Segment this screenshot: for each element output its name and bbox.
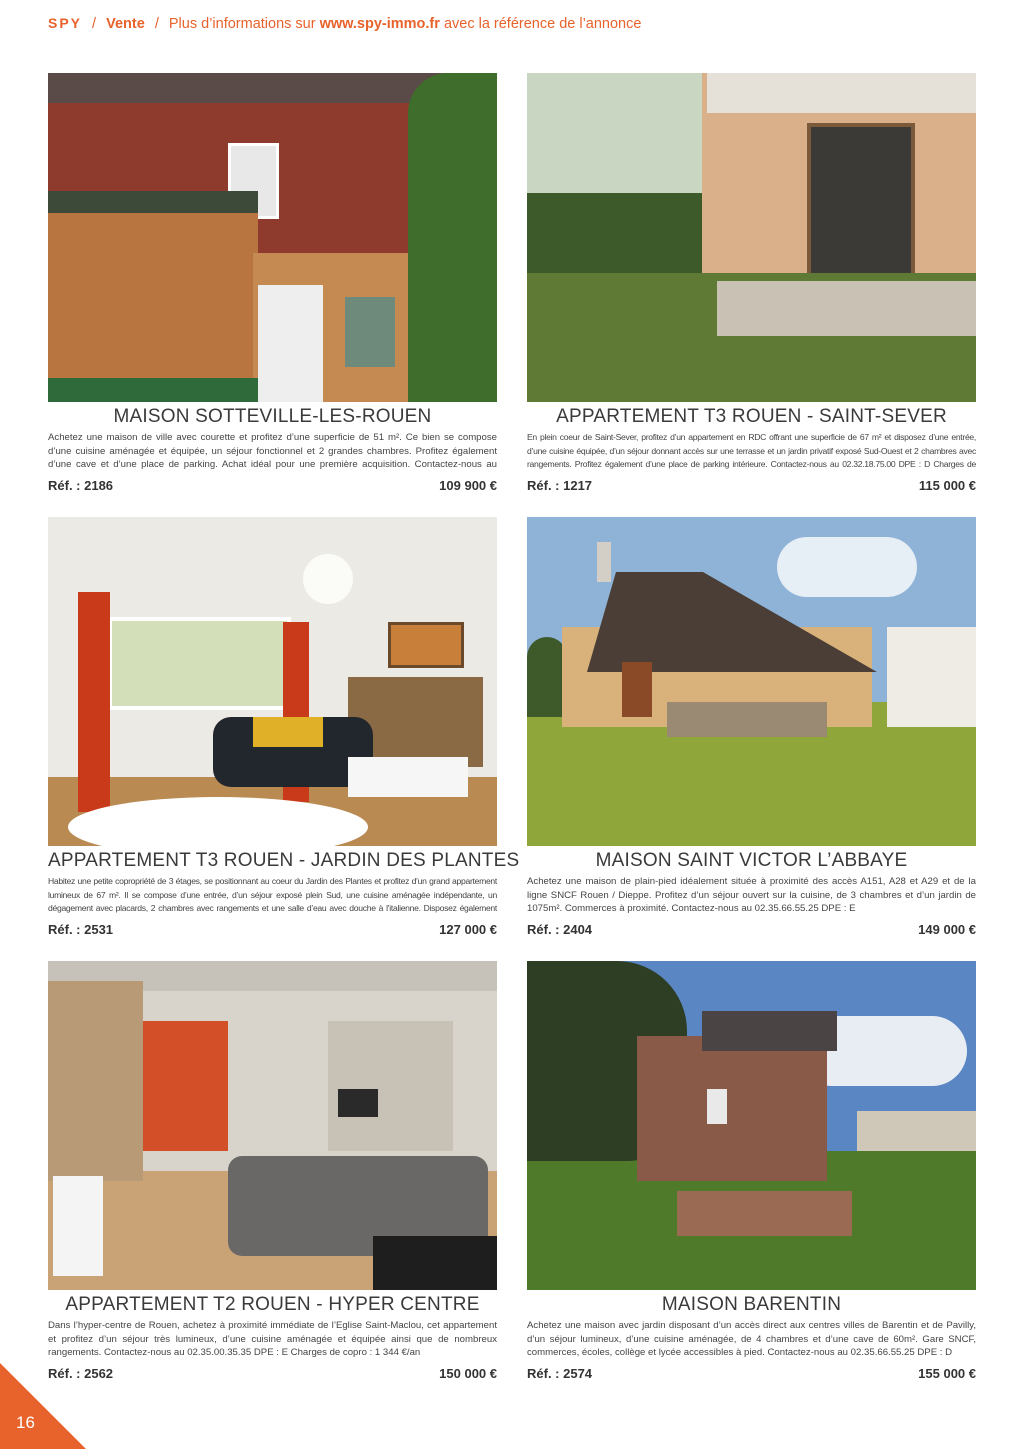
listing-description: En plein coeur de Saint-Sever, profitez d’un appartement en RDC offrant une superficie de 67 m² et disposez d’une entrée, d’une cuisine équipée, d’un séjour donnant accès sur une terrasse et un jardin privatif exposé Sud-Ouest et 2 chambres avec rangements. Profitez également d’une place de parking intérieure. Contactez-nous au 02.32.18.75.00 DPE : D Charges de: [527, 432, 976, 470]
listing-price: 150 000 €: [439, 1366, 497, 1381]
listing-description: Achetez une maison avec jardin disposant d’un accès direct aux centres villes de Barentin et de Pavilly, d’un séjour lumineux, d’une cuisine aménagée, de 4 chambres et d’une cave de 60m². Gare SNCF, commerces, écoles, collège et lycée accessibles à pied. Contactez-nous au 02.35.66.55.25 DPE : D: [527, 1320, 976, 1359]
listing-card[interactable]: [48, 961, 497, 1381]
listing-description: Dans l’hyper-centre de Rouen, achetez à proximité immédiate de l’Eglise Saint-Maclou, cet appartement et profitez d’un séjour très lumineux, d’une cuisine aménagée et équipée ainsi que de nombreux rangements. Contactez-nous au 02.35.00.35.35 DPE : E Charges de copro : 1 344 €/an: [48, 1320, 497, 1359]
listing-reference: Réf. : 2574: [527, 1366, 593, 1381]
listing-card[interactable]: [527, 961, 976, 1381]
info-prefix: Plus d’informations sur: [168, 16, 316, 32]
property-photo: [527, 517, 976, 846]
property-photo: [527, 961, 976, 1290]
listing-reference: Réf. : 2562: [48, 1366, 114, 1381]
listing-title: APPARTEMENT T3 ROUEN - SAINT-SEVER: [556, 406, 947, 427]
listing-title: MAISON BARENTIN: [661, 1294, 842, 1315]
listing-description: Achetez une maison de plain-pied idéalement située à proximité des accès A151, A28 et A29 et de la ligne SNCF Rouen / Dieppe. Profitez d’un séjour ouvert sur la cuisine, de 3 chambres et d’un jardin de 1075m². Commerces à proximité. Contactez-nous au 02.35.66.55.25 DPE : E: [527, 876, 976, 915]
section-label: Vente: [106, 16, 145, 32]
listing-description: Achetez une maison de ville avec courette et profitez d’une superficie de 51 m². Ce bien se compose d’une cuisine aménagée et équipée, un séjour fonctionnel et 2 grandes chambres. Profitez également d’une cave et d’une place de parking. Achat idéal pour une première acquisition. Contactez-nous au: [48, 432, 497, 471]
listing-card[interactable]: [527, 73, 976, 493]
listing-title: APPARTEMENT T2 ROUEN - HYPER CENTRE: [65, 1294, 480, 1315]
listing-reference: Réf. : 2186: [48, 478, 114, 493]
listing-price: 149 000 €: [918, 922, 976, 937]
listing-card[interactable]: [48, 517, 520, 937]
header-separator: /: [92, 16, 97, 32]
page-number: 16: [16, 1413, 35, 1432]
header-separator: /: [154, 16, 159, 32]
page-corner-decoration: [0, 1363, 86, 1449]
listing-reference: Réf. : 2531: [48, 922, 114, 937]
property-photo: [48, 517, 497, 846]
website-link[interactable]: www.spy-immo.fr: [319, 16, 440, 32]
listing-description: Habitez une petite copropriété de 3 étages, se positionnant au coeur du Jardin des Plantes et profitez d’un grand appartement lumineux de 67 m². Il se compose d’une entrée, d’un séjour exposé plein Sud, une cuisine aménagée indépendante, un dégagement avec placards, 2 chambres avec rangements et une salle d’eau avec douche à l’italienne. Disposez également: [48, 876, 497, 914]
property-photo: [48, 73, 497, 402]
listing-title: MAISON SAINT VICTOR L’ABBAYE: [595, 850, 908, 871]
listing-price: 115 000 €: [918, 478, 976, 493]
listing-price: 127 000 €: [439, 922, 497, 937]
listing-reference: Réf. : 1217: [527, 478, 593, 493]
listing-price: 155 000 €: [918, 1366, 976, 1381]
property-photo: [527, 73, 976, 402]
listing-title: MAISON SOTTEVILLE-LES-ROUEN: [113, 406, 432, 427]
info-suffix: avec la référence de l’annonce: [443, 16, 642, 32]
brand-logo: SPY: [48, 15, 83, 31]
listing-card[interactable]: [527, 517, 976, 937]
listing-title: APPARTEMENT T3 ROUEN - JARDIN DES PLANTES: [48, 850, 520, 871]
listing-card[interactable]: [48, 73, 497, 493]
listing-price: 109 900 €: [439, 478, 497, 493]
listing-reference: Réf. : 2404: [527, 922, 593, 937]
property-photo: [48, 961, 497, 1290]
page-header: [48, 15, 641, 37]
